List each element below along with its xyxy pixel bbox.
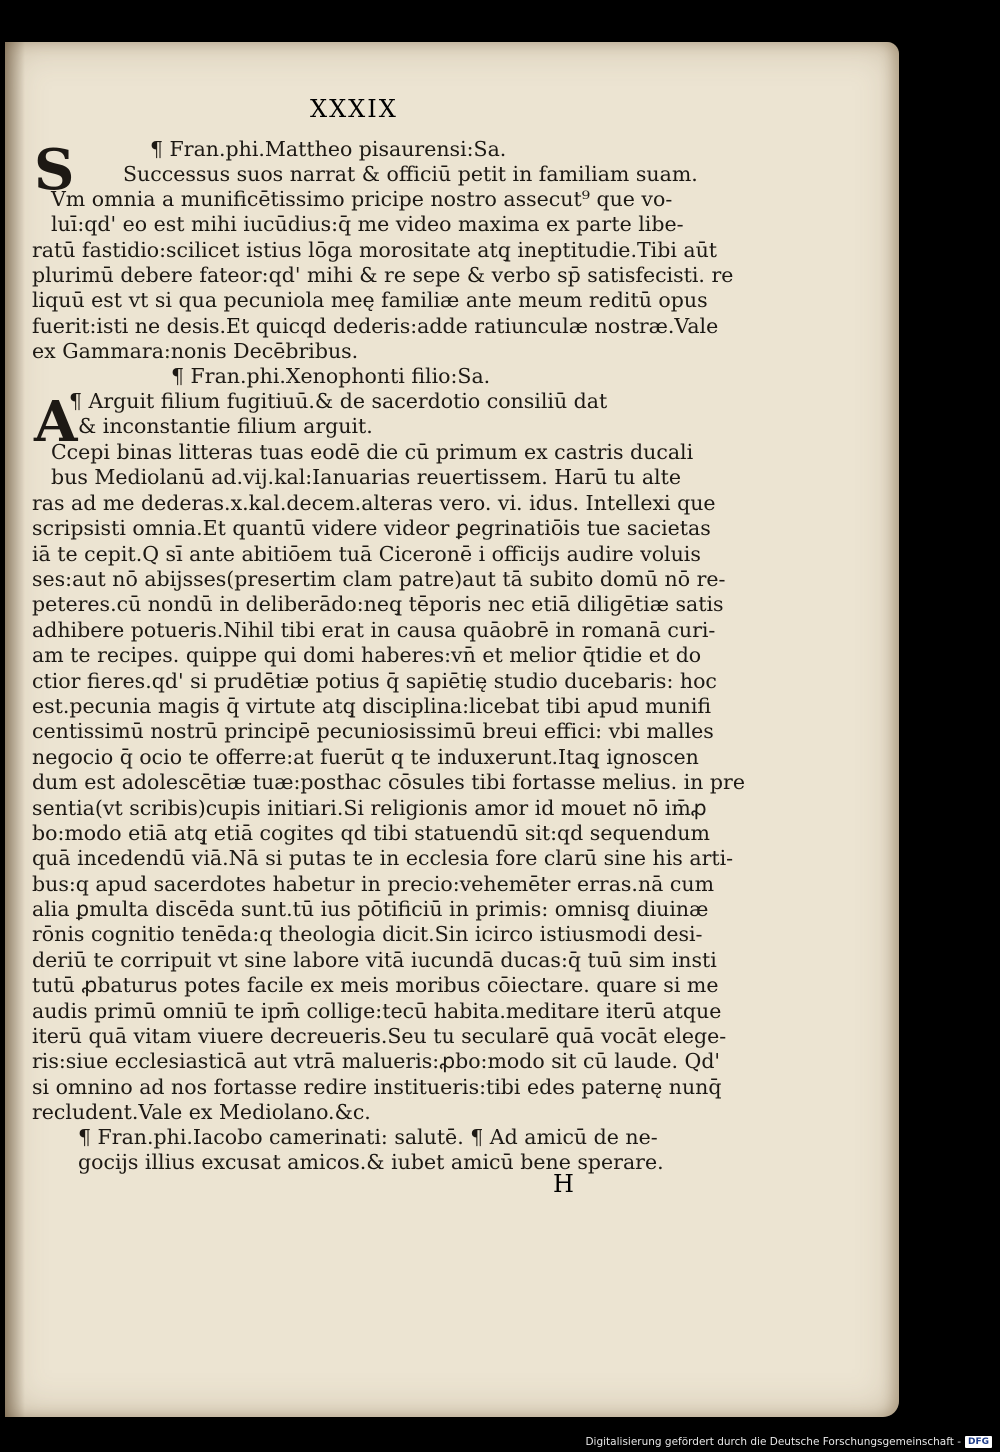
text-line: fuerit:isti ne desis.Et quicqd dederis:adde ratiunculæ nostræ.Vale [32,314,719,338]
footer-credit: Digitalisierung gefördert durch die Deutsche Forschungsgemeinschaft - [585,1436,961,1448]
decorated-initial: A [34,389,78,455]
text-line: liquū est vt si qua pecuniola meę familiæ ante meum reditū opus [32,288,708,312]
text-line: & inconstantie filium arguit. [78,414,373,438]
text-line: sentia(vt scribis)cupis initiari.Si religionis amor id mouet nō im̄ꝓ [32,796,707,820]
text-line: Vm omnia a munificētissimo pricipe nostro assecut⁹ que vo- [51,187,673,211]
text-line: si omnino ad nos fortasse redire institueris:tibi edes paternę nunq̄ [32,1075,722,1099]
book-page [5,42,899,1417]
text-line: bo:modo etiā atq̧ etiā cogites qd tibi statuendū sit:qd sequendum [32,821,710,845]
text-line: plurimū debere fateor:qd' mihi & re sepe & verbo sp̄ satisfecisti. re [32,263,734,287]
text-line: ctior fieres.qd' si prudētiæ potius q̄ sapiētię studio ducebaris: hoc [32,669,717,693]
text-line: gocijs illius excusat amicos.& iubet amicū bene sperare. [78,1150,664,1174]
text-line: peteres.cū nondū in deliberādo:neq̧ tēporis nec etiā diligētiæ satis [32,592,724,616]
text-line: ¶ Arguit filium fugitiuū.& de sacerdotio consiliū dat [69,389,608,413]
text-line: ¶ Fran.phi.Iacobo camerinati: salutē. ¶ Ad amicū de ne- [78,1125,658,1149]
signature-mark: H [553,1170,574,1198]
text-line: ¶ Fran.phi.Xenophonti filio:Sa. [171,364,491,388]
text-line: iterū quā vitam viuere decreueris.Seu tu secularē quā vocāt elege- [32,1024,727,1048]
text-line: deriū te corripuit vt sine labore vitā iucundā ducas:q̄ tuū sim insti [32,948,717,972]
page-gutter-shadow [5,42,25,1417]
text-line: rōnis cognitio tenēda:q theologia dicit.Sin icirco istiusmodi desi- [32,922,703,946]
text-line: centissimū nostrū principē pecuniosissimū breui effici: vbi malles [32,719,714,743]
text-line: Successus suos narrat & officiū petit in familiam suam. [123,162,698,186]
text-line: ratū fastidio:scilicet istius lōga morositate atq̧ ineptitudie.Tibi aūt [32,238,718,262]
text-line: Ccepi binas litteras tuas eodē die cū primum ex castris ducali [51,440,694,464]
text-line: dum est adolescētiæ tuæ:posthac cōsules tibi fortasse melius. in pre [32,770,745,794]
folio-number: XXXIX [310,95,398,123]
text-line: quā incedendū viā.Nā si putas te in ecclesia fore clarū sine his arti- [32,846,734,870]
text-line: ris:siue ecclesiasticā aut vtrā malueris:ꝓbo:modo sit cū laude. Qd' [32,1049,721,1073]
text-line: tutū ꝓbaturus potes facile ex meis moribus cōiectare. quare si me [32,973,719,997]
text-line: recludent.Vale ex Mediolano.&c. [32,1100,371,1124]
dfg-logo: DFG [965,1436,992,1448]
text-line: iā te cepit.Q sī ante abitiōem tuā Ciceronē i officijs audire voluis [32,542,701,566]
text-line: ras ad me dederas.x.kal.decem.alteras vero. vi. idus. Intellexi que [32,491,716,515]
text-line: luī:qd' eo est mihi iucūdius:q̄ me video maxima ex parte libe- [51,212,684,236]
text-line: negocio q̄ ocio te offerre:at fuerūt q te induxerunt.Itaq̧ ignoscen [32,745,699,769]
text-line: bus Mediolanū ad.vij.kal:Ianuarias reuertissem. Harū tu alte [51,465,681,489]
text-line: am te recipes. quippe qui domi haberes:vn̄ et melior q̄tidie et do [32,643,702,667]
text-line: adhibere potueris.Nihil tibi erat in causa quāobrē in romanā curi- [32,618,716,642]
decorated-initial: S [34,137,75,203]
text-line: scripsisti omnia.Et quantū videre videor ꝑegrinatiōis tue sacietas [32,516,711,540]
text-line: ¶ Fran.phi.Mattheo pisaurensi:Sa. [150,137,507,161]
text-line: ses:aut nō abijsses(presertim clam patre)aut tā subito domū nō re- [32,567,726,591]
text-line: audis primū omniū te ipm̄ collige:tecū habita.meditare iterū atque [32,999,722,1023]
text-line: ex Gammara:nonis Decēbribus. [32,339,359,363]
text-line: est.pecunia magis q̄ virtute atq̧ disciplina:licebat tibi apud munifi [32,694,712,718]
digitization-footer [585,1436,992,1448]
text-line: bus:q apud sacerdotes habetur in precio:vehemēter erras.nā cum [32,872,715,896]
text-line: alia ꝑmulta discēda sunt.tū ius pōtificiū in primis: omnisq̧ diuinæ [32,897,709,921]
